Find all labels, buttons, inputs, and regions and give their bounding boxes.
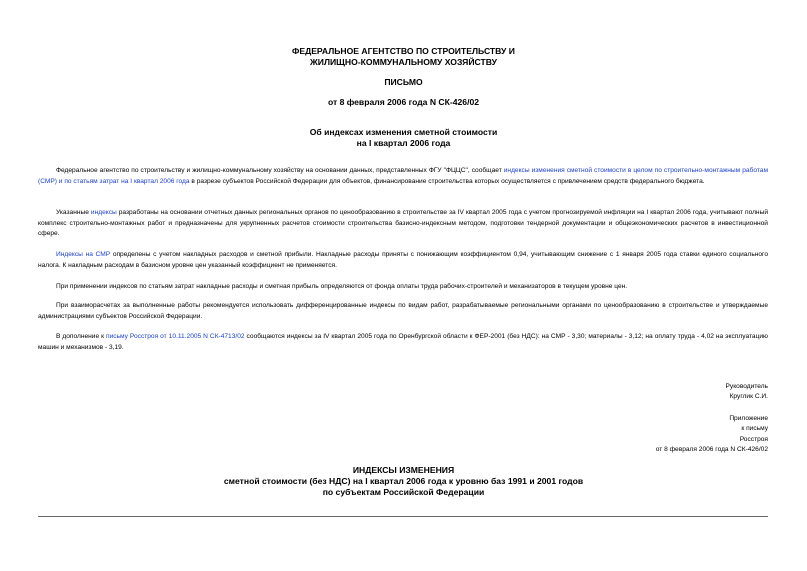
document-type: ПИСЬМО [384, 77, 423, 87]
agency-name-line2: ЖИЛИЩНО-КОММУНАЛЬНОМУ ХОЗЯЙСТВУ [310, 57, 497, 67]
paragraph-1-text-a: Федеральное агентство по строительству и жилищно-коммунальному хозяйству на основании данных, представленных ФГУ "ФЦЦС", сообщает [56, 167, 504, 174]
indexes-link[interactable]: индексы [90, 209, 117, 216]
divider [38, 516, 768, 517]
appendix-subtitle-line2: по субъектам Российской Федерации [322, 487, 485, 497]
paragraph-1 [38, 166, 768, 187]
appendix-agency: Росстроя [739, 435, 768, 443]
paragraph-2-text-b: разработаны на основании отчетных данных региональных органов по ценообразованию в строительстве за IV квартал 2005 года с учетом прогнозируемой инфляции на I квартал 2006 года, учитывают полный комплекс строительно-монтажных работ и предназначены для укрупненных расчетов стоимости строительства базисно-индексным методом, подготовки тендерной документации и общеэкономических расчетов в инвестиционной сфере. [38, 209, 768, 238]
paragraph-1-text-b: в разрезе субъектов Российской Федерации для объектов, финансирование строительства которых осуществляется с привлечением средств федерального бюджета. [189, 177, 705, 185]
signature-name: Круглик С.И. [729, 393, 768, 401]
subject-line1: Об индексах изменения сметной стоимости [309, 127, 498, 137]
appendix-subtitle: сметной стоимости (без НДС) на I квартал 2006 года к уровню баз 1991 и 2001 годов [223, 476, 584, 486]
rosstroy-letter-link[interactable]: письму Росстроя от 10.11.2005 N СК-4713/02 [106, 333, 245, 340]
paragraph-3 [38, 250, 768, 271]
agency-name-line1: ФЕДЕРАЛЬНОЕ АГЕНТСТВО ПО СТРОИТЕЛЬСТВУ И [292, 46, 515, 56]
paragraph-6 [38, 332, 768, 353]
appendix-note [656, 414, 768, 456]
appendix-date-number: от 8 февраля 2006 года N СК-426/02 [655, 446, 768, 454]
subject-line2: на I квартал 2006 года [356, 138, 451, 148]
appendix-title: ИНДЕКСЫ ИЗМЕНЕНИЯ [352, 465, 455, 475]
appendix-label: Приложение [729, 415, 768, 422]
signature-block [726, 382, 768, 403]
paragraph-6-text-b: сообщаются индексы за IV квартал 2005 года по Оренбургской области к ФЕР-2001 (без НДС): на СМР - 3,30; материалы - 3,12; на оплату труда - 4,02 на эксплуатацию машин и механизмов - 3,19. [38, 333, 768, 351]
paragraph-5: При взаиморасчетах за выполненные работы рекомендуется использовать дифференцированные индексы по видам работ, разрабатываемые региональными органами по ценообразованию в строительстве и утверждаемые администрациями субъектов Российской Федерации. [38, 302, 768, 320]
indexes-smr-link[interactable]: индексы изменения сметной стоимости в целом по строительно-монтажным работам (СМР) и по статьям затрат на I квартал 2006 года [38, 167, 768, 185]
paragraph-2-text-a: Указанные [56, 209, 91, 216]
paragraph-4: При применении индексов по статьям затрат накладные расходы и сметная прибыль определяются от фонда оплаты труда рабочих-строителей и механизаторов в текущем уровне цен. [56, 283, 628, 290]
appendix-to-letter: к письму [741, 425, 768, 433]
document-date-number: от 8 февраля 2006 года N СК-426/02 [327, 97, 480, 107]
paragraph-6-text-a: В дополнение к [56, 333, 106, 340]
indexes-on-smr-link[interactable]: Индексы на СМР [56, 251, 111, 258]
signature-title: Руководитель [725, 383, 768, 390]
paragraph-2 [38, 208, 768, 240]
paragraph-3-text: определены с учетом накладных расходов и сметной прибыли. Накладные расходы приняты с понижающим коэффициентом 0,94, учитывающим снижение с 1 января 2005 года ставки единого социального налога. К накладным расходам в базисном уровне цен указанный коэффициент не применяется. [38, 251, 768, 269]
